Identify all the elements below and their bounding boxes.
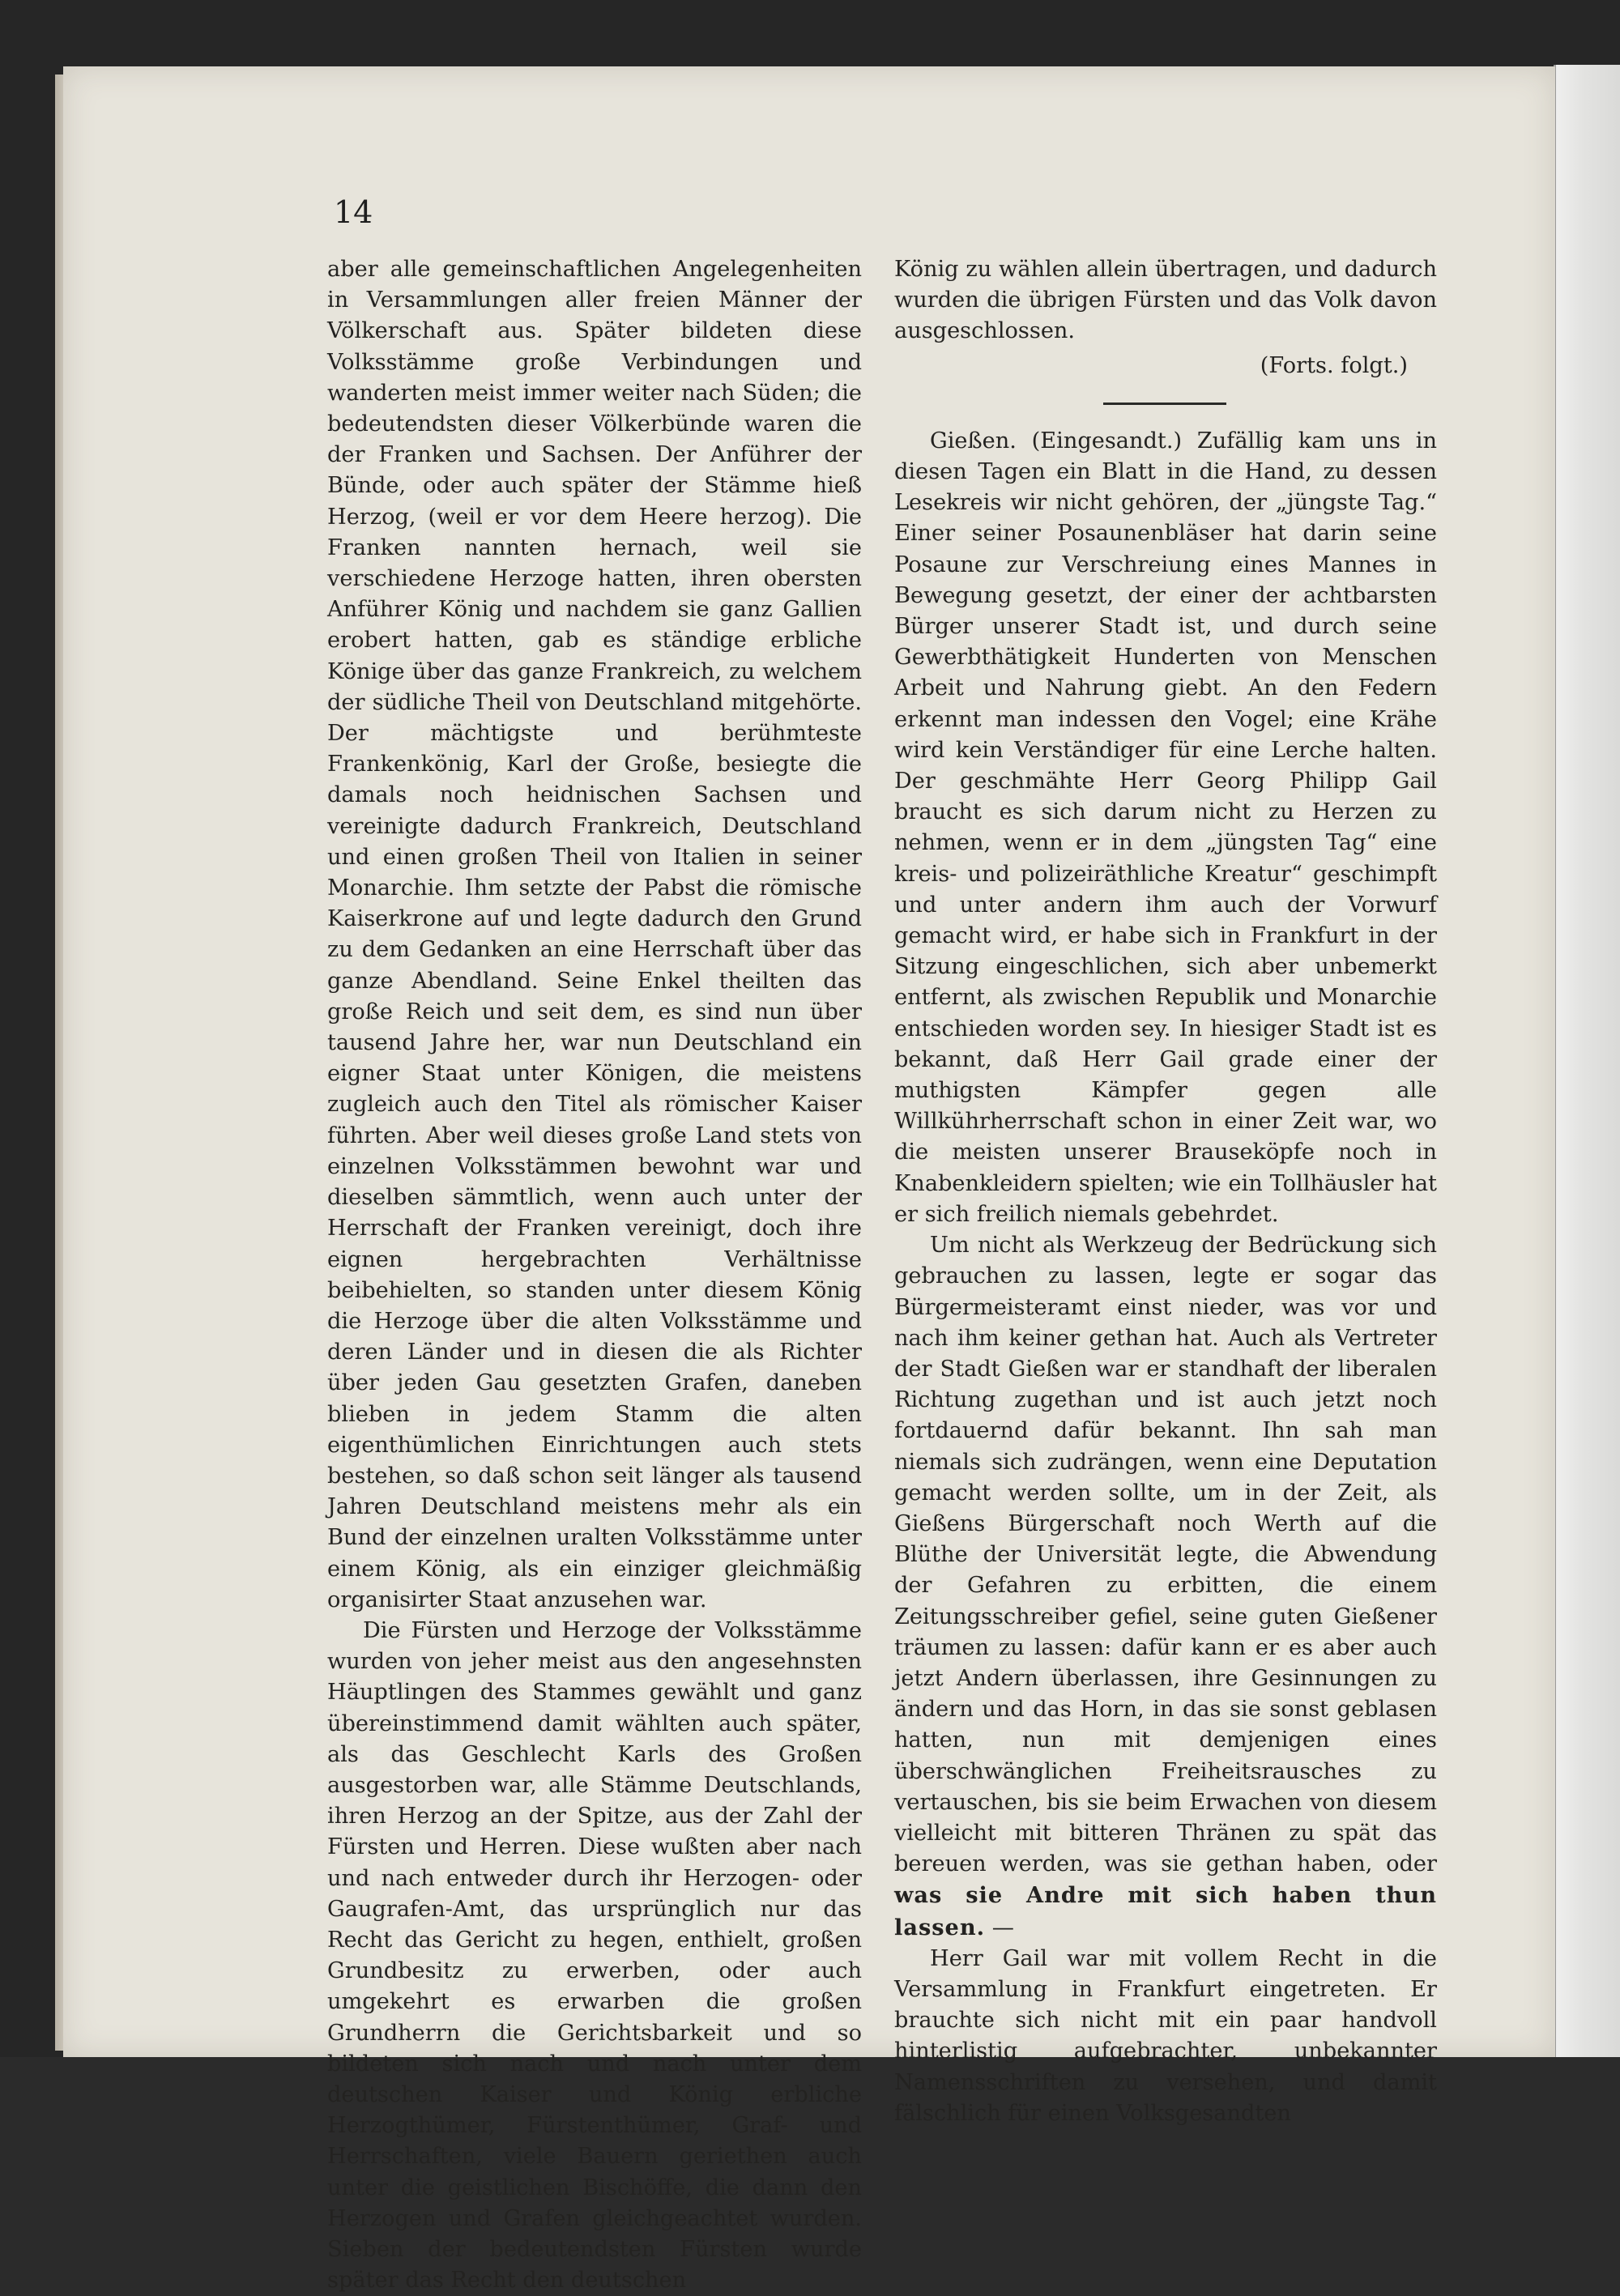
page-number: 14 [334,194,373,230]
giessen-paragraph-1: Gießen. (Eingesandt.) Zufällig kam uns in diesen Tagen ein Blatt in die Hand, zu dessen Lesekreis wir nicht gehören, der „jüngste Tag.“ Einer seiner Posaunenbläser hat darin seine Posaune zur Verschreiung eines Mannes in Bewegung gesetzt, der einer der achtbarsten Bürger unserer Stadt ist, und durch seine Gewerbthätigkeit Hunderten von Menschen Arbeit und Nahrung giebt. An den Federn erkennt man indessen den Vogel; eine Krähe wird kein Verständiger für eine Lerche halten. Der geschmähte Herr Georg Philipp Gail braucht es sich darum nicht zu Herzen zu nehmen, wenn er in dem „jüngsten Tag“ eine kreis- und polizeiräthliche Kreatur“ geschimpft und unter andern ihm auch der Vorwurf gemacht wird, er habe sich in Frankfurt in der Sitzung eingeschlichen, sich aber unbemerkt entfernt, als zwischen Republik und Monarchie entschieden worden sey. In hiesiger Stadt ist es bekannt, daß Herr Gail grade einer der muthigsten Kämpfer gegen alle Willkührherrschaft schon in einer Zeit war, wo die meisten unserer Brauseköpfe noch in Knabenkleidern spielten; wie ein Tollhäusler hat er sich freilich niemals gebehrdet. [894,428,1437,1227]
bold-phrase: was sie Andre mit sich haben thun lassen. [894,1882,1437,1940]
left-paragraph-2: Die Fürsten und Herzoge der Volksstämme wurden von jeher meist aus den angesehnsten Häuptlingen des Stammes gewählt und ganz übereinstimmend damit wählten auch später, als das Geschlecht Karls des Großen ausgestorben war, alle Stämme Deutschlands, ihren Herzog an der Spitze, aus der Zahl der Fürsten und Herren. Diese wußten aber nach und nach entweder durch ihr Herzogen- oder Gaugrafen-Amt, das ursprünglich nur das Recht das Gericht zu hegen, enthielt, großen Grundbesitz zu erwerben, oder auch umgekehrt es erwarben die großen Grundherrn die Gerichtsbarkeit und so bildeten sich nach und nach unter dem deutschen Kaiser und König erbliche Herzogthümer, Fürstenthümer, Graf- und Herrschaften, viele Bauern geriethen auch unter die geistlichen Bischöffe, die dann den Herzogen und Grafen gleichgeachtet wurden. Sieben der bedeutendsten Fürsten wurde später das Recht den deutschen [327,1617,862,2294]
giessen-paragraph-3: Herr Gail war mit vollem Recht in die Versammlung in Frankfurt eingetreten. Er brauchte sich nicht mit ein paar handvoll hinterlistig aufgebrachter, unbekannter Namensschriften zu versehen, und damit fälschlich für einen Volksgesandten [894,1945,1437,2126]
section-divider [1103,403,1226,405]
giessen-paragraph-2-text: Um nicht als Werkzeug der Bedrückung sich gebrauchen zu lassen, legte er sogar das Bürgermeisteramt einst nieder, was vor und nach ihm keiner gethan hat. Auch als Vertreter der Stadt Gießen war er standhaft der liberalen Richtung zugethan und ist auch jetzt noch fortdauernd dafür bekannt. Ihn sah man niemals sich zudrängen, wenn eine Deputation gemacht werden sollte, um in der Zeit, als Gießens Bürgerschaft noch Werth auf die Blüthe der Universität legte, die Abwendung der Gefahren zu erbitten, die einem Zeitungsschreiber gefiel, seine guten Gießener träumen zu lassen: dafür kann er es aber auch jetzt Andern überlassen, ihre Gesinnungen zu ändern und das Horn, in das sie sonst geblasen hatten, nun mit demjenigen eines überschwänglichen Freiheitsrausches zu vertauschen, bis sie beim Erwachen von diesem vielleicht mit bitteren Thränen zu spät das bereuen werden, was sie gethan haben, oder [894,1233,1437,1877]
left-paragraph-1: aber alle gemeinschaftlichen Angelegenheiten in Versammlungen aller freien Männer der Völkerschaft aus. Später bildeten diese Volksstämme große Verbindungen und wanderten meist immer weiter nach Süden; die bedeutendsten dieser Völkerbünde waren die der Franken und Sachsen. Der Anführer der Bünde, oder auch später der Stämme hieß Herzog, (weil er vor dem Heere herzog). Die Franken nannten hernach, weil sie verschiedene Herzoge hatten, ihren obersten Anführer König und nachdem sie ganz Gallien erobert hatten, gab es ständige erbliche Könige über das ganze Frankreich, zu welchem der südliche Theil von Deutschland mitgehörte. Der mächtigste und berühmteste Frankenkönig, Karl der Große, besiegte die damals noch heidnischen Sachsen und vereinigte dadurch Frankreich, Deutschland und einen großen Theil von Italien in seiner Monarchie. Ihm setzte der Pabst die römische Kaiserkrone auf und legte dadurch den Grund zu dem Gedanken an eine Herrschaft über das ganze Abendland. Seine Enkel theilten das große Reich und seit dem, es sind nun über tausend Jahre her, war nun Deutschland ein eigner Staat unter Königen, die meistens zugleich auch den Titel als römischer Kaiser führten. Aber weil dieses große Land stets von einzelnen Volksstämmen bewohnt war und dieselben sämmtlich, wenn auch unter der Herrschaft der Franken vereinigt, doch ihre eignen hergebrachten Verhältnisse beibehielten, so standen unter diesem König die Herzoge über die alten Volksstämme und deren Länder und in diesen die als Richter über jeden Gau gesetzten Grafen, daneben blieben in jedem Stamm die alten eigenthümlichen Einrichtungen auch stets bestehen, so daß schon seit länger als tausend Jahren Deutschland meistens mehr als ein Bund der einzelnen uralten Volksstämme unter einem König, als ein einziger gleichmäßig organisirter Staat anzusehen war. [327,257,862,1612]
giessen-paragraph-2 [894,1230,1437,1944]
right-column [894,254,1437,2129]
facing-page-edge [1554,65,1620,2057]
continued-note: (Forts. folgt.) [1260,352,1408,378]
left-column [327,254,862,2296]
right-continuation: König zu wählen allein übertragen, und dadurch wurden die übrigen Fürsten und das Volk davon ausgeschlossen. [894,257,1437,344]
dash: — [985,1915,1014,1940]
